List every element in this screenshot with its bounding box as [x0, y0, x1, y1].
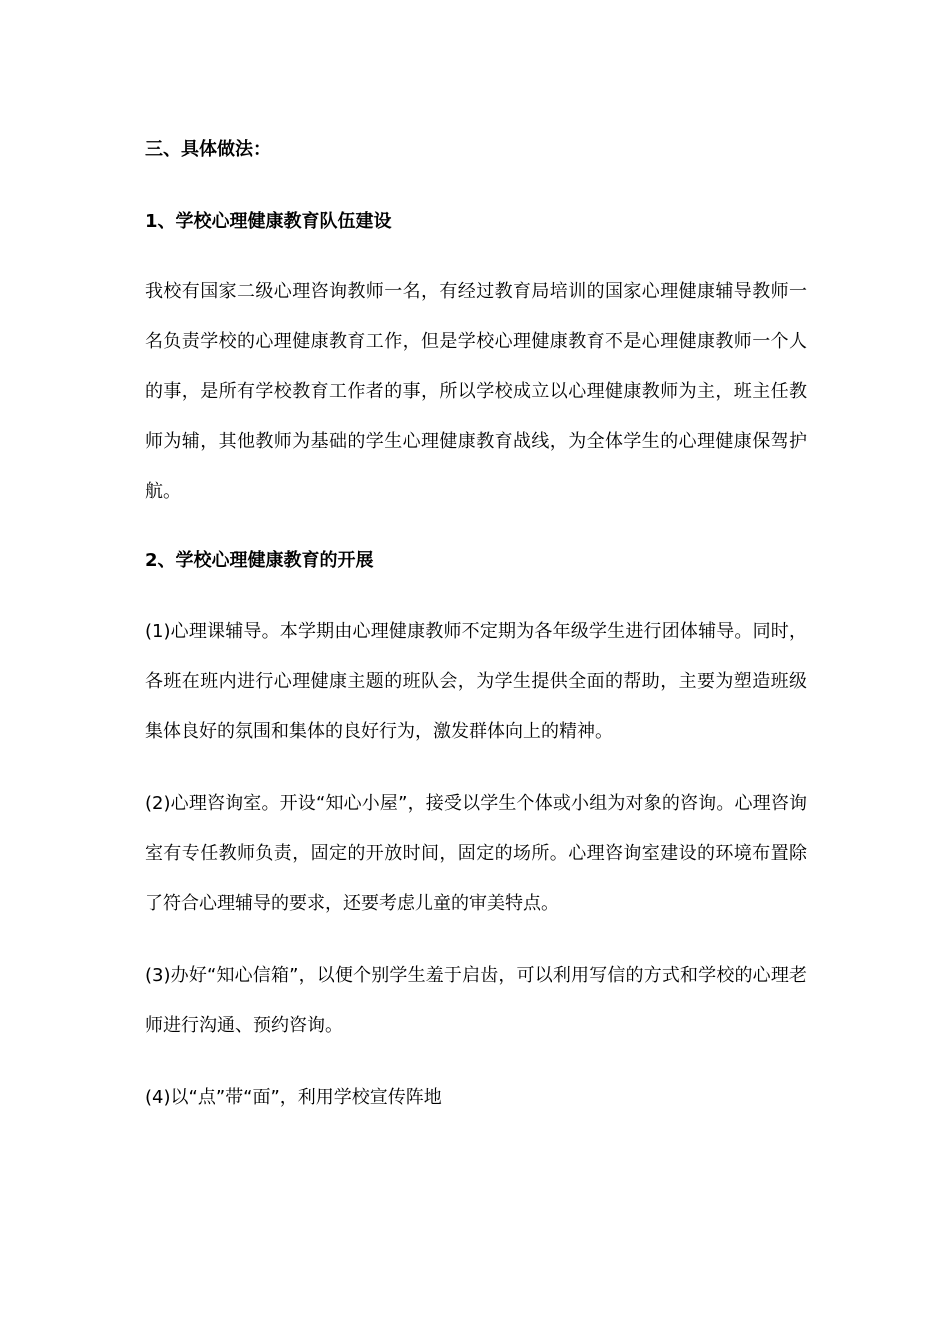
- list-item-2: (2)心理咨询室。开设“知心小屋”，接受以学生个体或小组为对象的咨询。心理咨询室有专任教师负责，固定的开放时间，固定的场所。心理咨询室建设的环境布置除了符合心理辅导的要求，还要考虑儿童的审美特点。: [145, 793, 807, 914]
- section-2-heading: 2、学校心理健康教育的开展: [145, 550, 374, 571]
- main-heading: 三、具体做法：: [145, 139, 271, 160]
- section-1-heading: 1、学校心理健康教育队伍建设: [145, 211, 392, 232]
- list-item-4: (4)以“点”带“面”，利用学校宣传阵地: [145, 1087, 442, 1108]
- document-page: [145, 128, 807, 1123]
- list-item-3: (3)办好“知心信箱”，以便个别学生羞于启齿，可以利用写信的方式和学校的心理老师进行沟通、预约咨询。: [145, 965, 807, 1036]
- list-item-1: (1)心理课辅导。本学期由心理健康教师不定期为各年级学生进行团体辅导。同时，各班在班内进行心理健康主题的班队会，为学生提供全面的帮助，主要为塑造班级集体良好的氛围和集体的良好行为，激发群体向上的精神。: [145, 621, 807, 742]
- section-1-paragraph: 我校有国家二级心理咨询教师一名，有经过教育局培训的国家心理健康辅导教师一名负责学校的心理健康教育工作，但是学校心理健康教育不是心理健康教师一个人的事，是所有学校教育工作者的事，所以学校成立以心理健康教师为主，班主任教师为辅，其他教师为基础的学生心理健康教育战线，为全体学生的心理健康保驾护航。: [145, 281, 807, 502]
